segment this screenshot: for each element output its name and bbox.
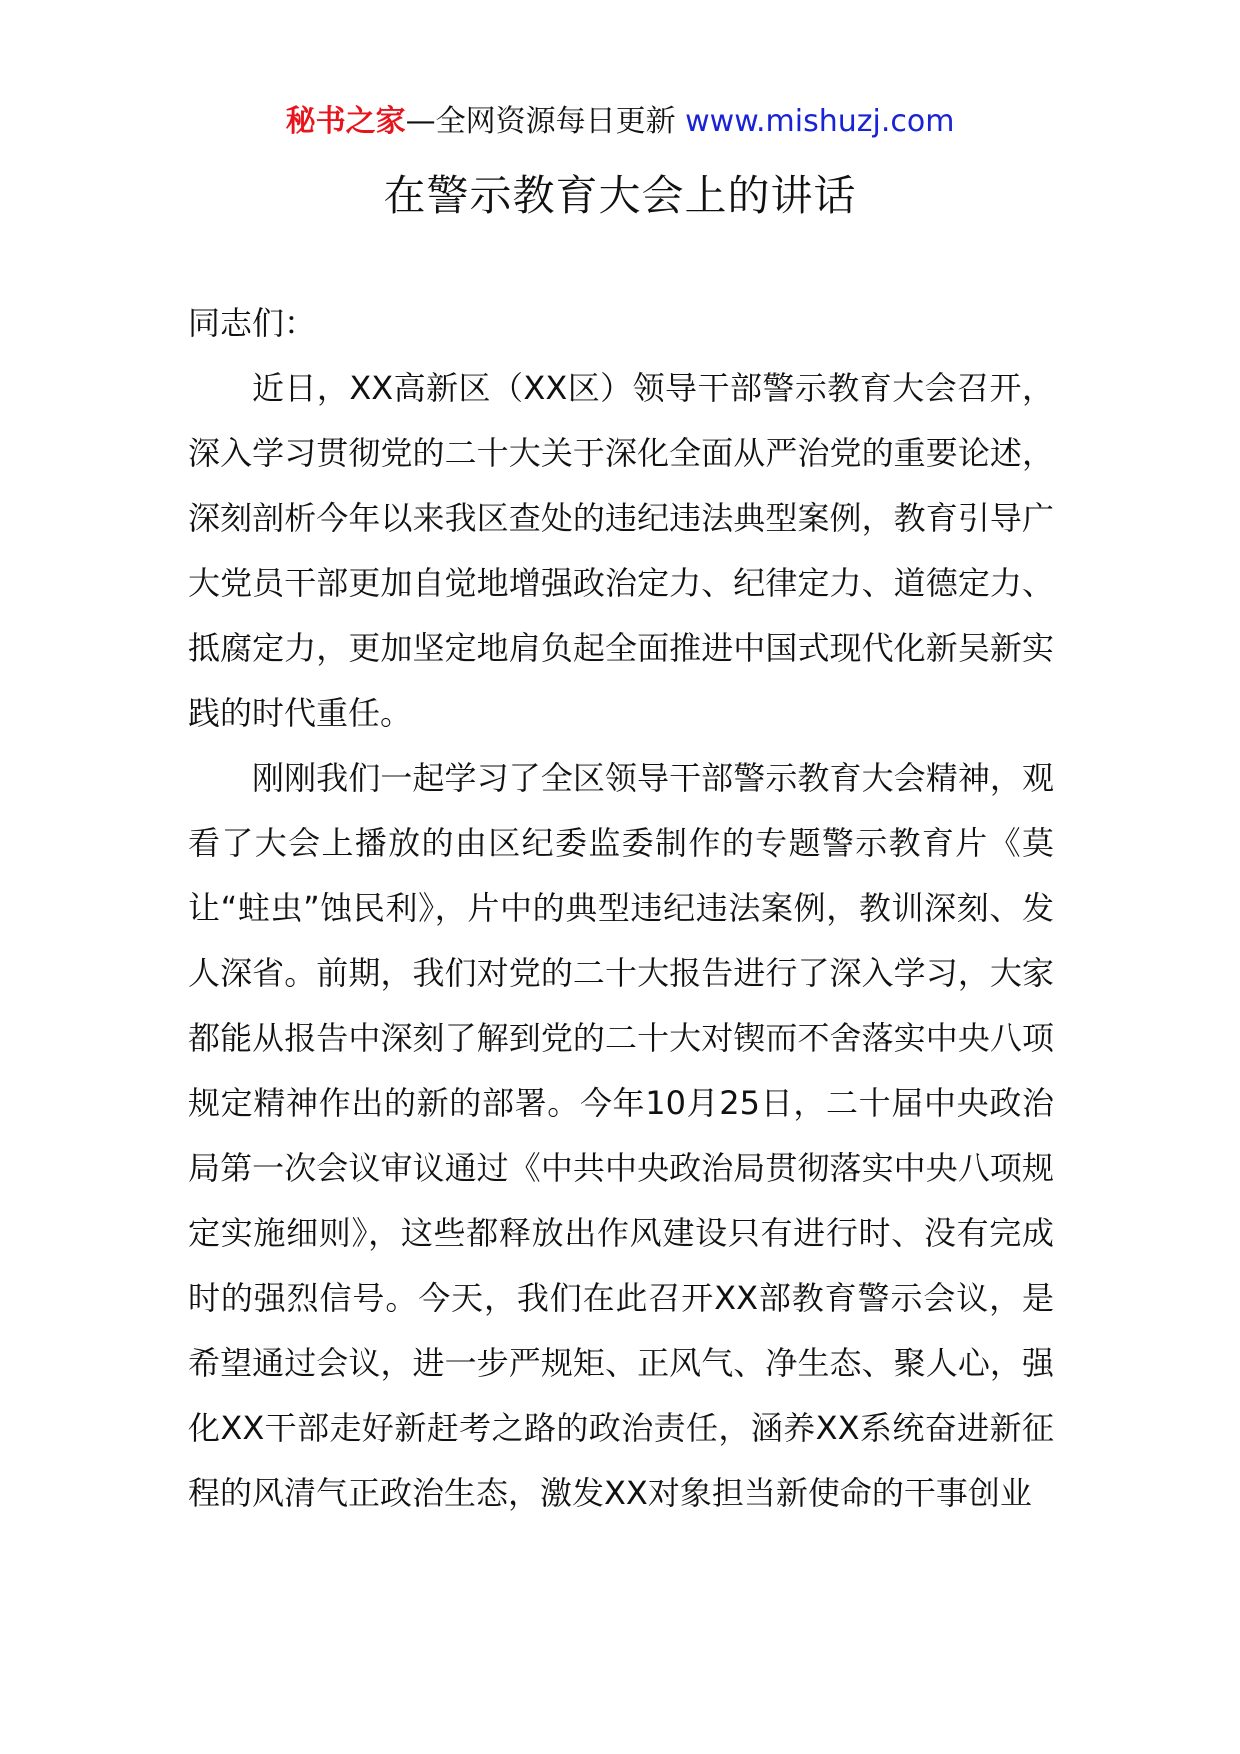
paragraph-1: 近日，XX高新区（XX区）领导干部警示教育大会召开，深入学习贯彻党的二十大关于深化全面从严治党的重要论述，深刻剖析今年以来我区查处的违纪违法典型案例，教育引导广大党员干部更加自觉地增强政治定力、纪律定力、道德定力、抵腐定力，更加坚定地肩负起全面推进中国式现代化新吴新实践的时代重任。 xyxy=(188,369,1054,732)
site-header xyxy=(0,100,1240,144)
salutation: 同志们： xyxy=(188,304,317,342)
header-tagline: —全网资源每日更新 xyxy=(405,104,686,139)
paragraph-2: 刚刚我们一起学习了全区领导干部警示教育大会精神，观看了大会上播放的由区纪委监委制作的专题警示教育片《莫让“蛀虫”蚀民利》，片中的典型违纪违法案例，教训深刻、发人深省。前期，我们对党的二十大报告进行了深入学习，大家都能从报告中深刻了解到党的二十大对锲而不舍落实中央八项规定精神作出的新的部署。今年10月25日，二十届中央政治局第一次会议审议通过《中共中央政治局贯彻落实中央八项规定实施细则》，这些都释放出作风建设只有进行时、没有完成时的强烈信号。今天，我们在此召开XX部教育警示会议，是希望通过会议，进一步严规矩、正风气、净生态、聚人心，强化XX干部走好新赶考之路的政治责任，涵养XX系统奋进新征程的风清气正政治生态，激发XX对象担当新使命的干事创业 xyxy=(188,759,1054,1512)
brand-name: 秘书之家 xyxy=(285,104,406,139)
site-url-link[interactable]: www.mishuzj.com xyxy=(685,104,955,139)
document-title: 在警示教育大会上的讲话 xyxy=(383,171,857,220)
document-body xyxy=(188,291,1054,1526)
